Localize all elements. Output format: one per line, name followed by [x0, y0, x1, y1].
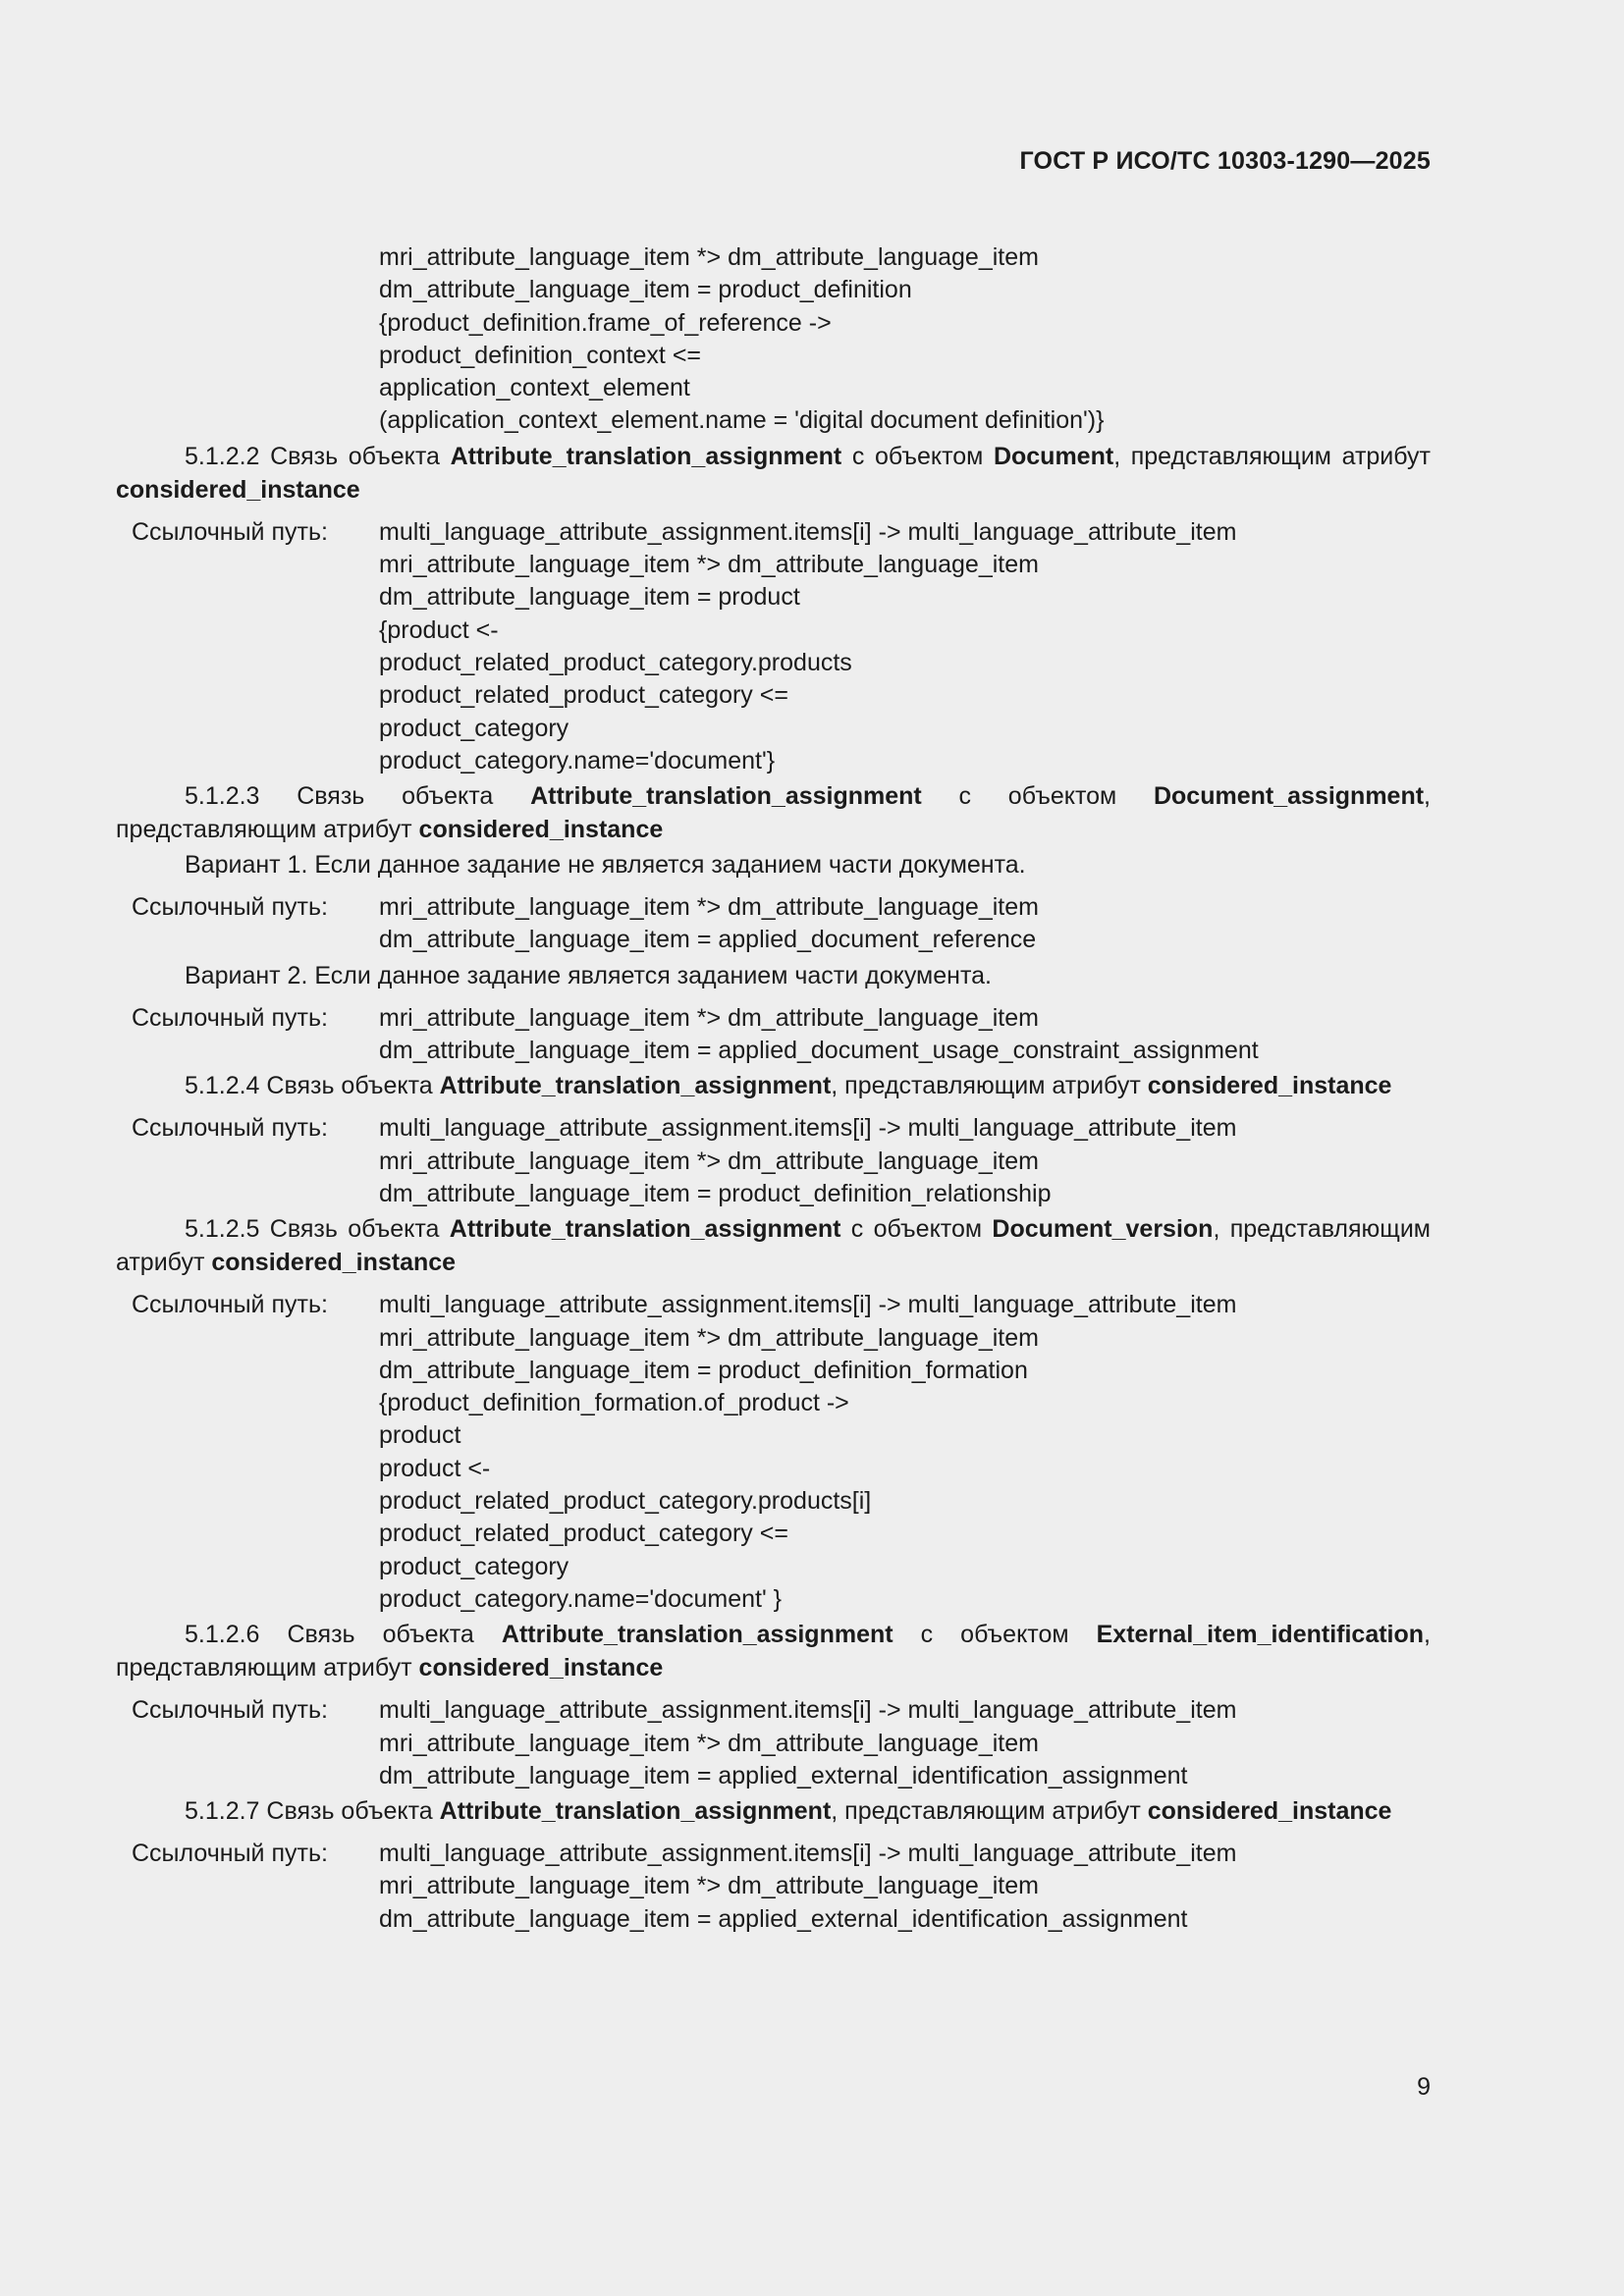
path-line: product_category: [379, 1552, 569, 1580]
path-line: mri_attribute_language_item *> dm_attribute_language_item: [379, 243, 1039, 271]
document-code-header: ГОСТ Р ИСО/ТС 10303-1290—2025: [1019, 147, 1431, 175]
reference-path-label: Ссылочный путь:: [132, 1696, 328, 1725]
path-line: product_related_product_category <=: [379, 1520, 788, 1548]
path-line: product_related_product_category.products[i]: [379, 1487, 872, 1516]
path-line: product_definition_context <=: [379, 341, 702, 369]
section-5-1-2-3-heading: 5.1.2.3 Связь объекта Attribute_translation_assignment с объектом Document_assignment, представляющим атрибут considered_instance: [116, 782, 1431, 844]
reference-path-label: Ссылочный путь:: [132, 1114, 328, 1143]
reference-path-label: Ссылочный путь:: [132, 1291, 328, 1319]
path-line: {product_definition_formation.of_product ->: [379, 1389, 849, 1417]
page-content: [116, 241, 1431, 1936]
reference-path-5-1-2-5: [116, 1289, 1431, 1616]
path-line: product_category: [379, 714, 569, 742]
path-line: mri_attribute_language_item *> dm_attribute_language_item: [379, 1003, 1039, 1032]
reference-path-5-1-2-2: [116, 516, 1431, 777]
section-5-1-2-7-heading: 5.1.2.7 Связь объекта Attribute_translation_assignment, представляющим атрибут considered_instance: [185, 1797, 1392, 1826]
path-line: dm_attribute_language_item = product_definition_formation: [379, 1356, 1028, 1384]
path-line: product_related_product_category <=: [379, 681, 788, 710]
path-line: dm_attribute_language_item = product: [379, 583, 800, 612]
reference-path-label: Ссылочный путь:: [132, 1003, 328, 1032]
path-line: product_related_product_category.products: [379, 648, 852, 676]
reference-path-label: Ссылочный путь:: [132, 517, 328, 546]
section-5-1-2-6-heading: 5.1.2.6 Связь объекта Attribute_translation_assignment с объектом External_item_identification, представляющим атрибут considered_instance: [116, 1621, 1431, 1682]
path-line: multi_language_attribute_assignment.items[i] -> multi_language_attribute_item: [379, 1291, 1237, 1319]
path-line: {product <-: [379, 615, 499, 644]
path-line: dm_attribute_language_item = product_definition: [379, 276, 912, 304]
path-line: dm_attribute_language_item = product_definition_relationship: [379, 1179, 1052, 1207]
path-line: mri_attribute_language_item *> dm_attribute_language_item: [379, 893, 1039, 922]
path-line: product: [379, 1421, 461, 1450]
variant-1-note: Вариант 1. Если данное задание не является заданием части документа.: [185, 851, 1026, 880]
reference-path-5-1-2-3-variant-1: [116, 891, 1431, 957]
path-line: dm_attribute_language_item = applied_external_identification_assignment: [379, 1904, 1188, 1933]
path-line: multi_language_attribute_assignment.items[i] -> multi_language_attribute_item: [379, 1840, 1237, 1868]
path-line: {product_definition.frame_of_reference ->: [379, 308, 832, 337]
reference-path-label: Ссылочный путь:: [132, 893, 328, 922]
reference-path-5-1-2-4: [116, 1112, 1431, 1210]
path-line: mri_attribute_language_item *> dm_attribute_language_item: [379, 1323, 1039, 1352]
path-line: dm_attribute_language_item = applied_document_usage_constraint_assignment: [379, 1037, 1259, 1065]
reference-path-5-1-2-7: [116, 1838, 1431, 1936]
section-5-1-2-2-heading: 5.1.2.2 Связь объекта Attribute_translation_assignment с объектом Document, представляющим атрибут considered_instance: [116, 442, 1431, 504]
path-line: application_context_element: [379, 374, 690, 402]
path-line: dm_attribute_language_item = applied_document_reference: [379, 926, 1037, 954]
reference-path-continuation: [379, 241, 1431, 438]
variant-2-note: Вариант 2. Если данное задание является заданием части документа.: [185, 961, 992, 989]
path-line: mri_attribute_language_item *> dm_attribute_language_item: [379, 1147, 1039, 1175]
path-line: multi_language_attribute_assignment.items[i] -> multi_language_attribute_item: [379, 1696, 1237, 1725]
path-line: product <-: [379, 1454, 491, 1482]
section-5-1-2-5-heading: 5.1.2.5 Связь объекта Attribute_translation_assignment с объектом Document_version, представляющим атрибут considered_instance: [116, 1215, 1431, 1277]
path-line: mri_attribute_language_item *> dm_attribute_language_item: [379, 1729, 1039, 1757]
path-line: dm_attribute_language_item = applied_external_identification_assignment: [379, 1761, 1188, 1789]
section-5-1-2-4-heading: 5.1.2.4 Связь объекта Attribute_translation_assignment, представляющим атрибут considered_instance: [185, 1072, 1392, 1100]
reference-path-5-1-2-6: [116, 1694, 1431, 1792]
page-number: 9: [1417, 2073, 1431, 2101]
path-line: multi_language_attribute_assignment.items[i] -> multi_language_attribute_item: [379, 1114, 1237, 1143]
path-line: (application_context_element.name = 'digital document definition')}: [379, 406, 1105, 435]
path-line: multi_language_attribute_assignment.items[i] -> multi_language_attribute_item: [379, 517, 1237, 546]
path-line: product_category.name='document'}: [379, 746, 776, 774]
path-line: product_category.name='document' }: [379, 1584, 783, 1613]
path-line: mri_attribute_language_item *> dm_attribute_language_item: [379, 551, 1039, 579]
reference-path-label: Ссылочный путь:: [132, 1840, 328, 1868]
reference-path-5-1-2-3-variant-2: [116, 1002, 1431, 1068]
path-line: mri_attribute_language_item *> dm_attribute_language_item: [379, 1872, 1039, 1900]
